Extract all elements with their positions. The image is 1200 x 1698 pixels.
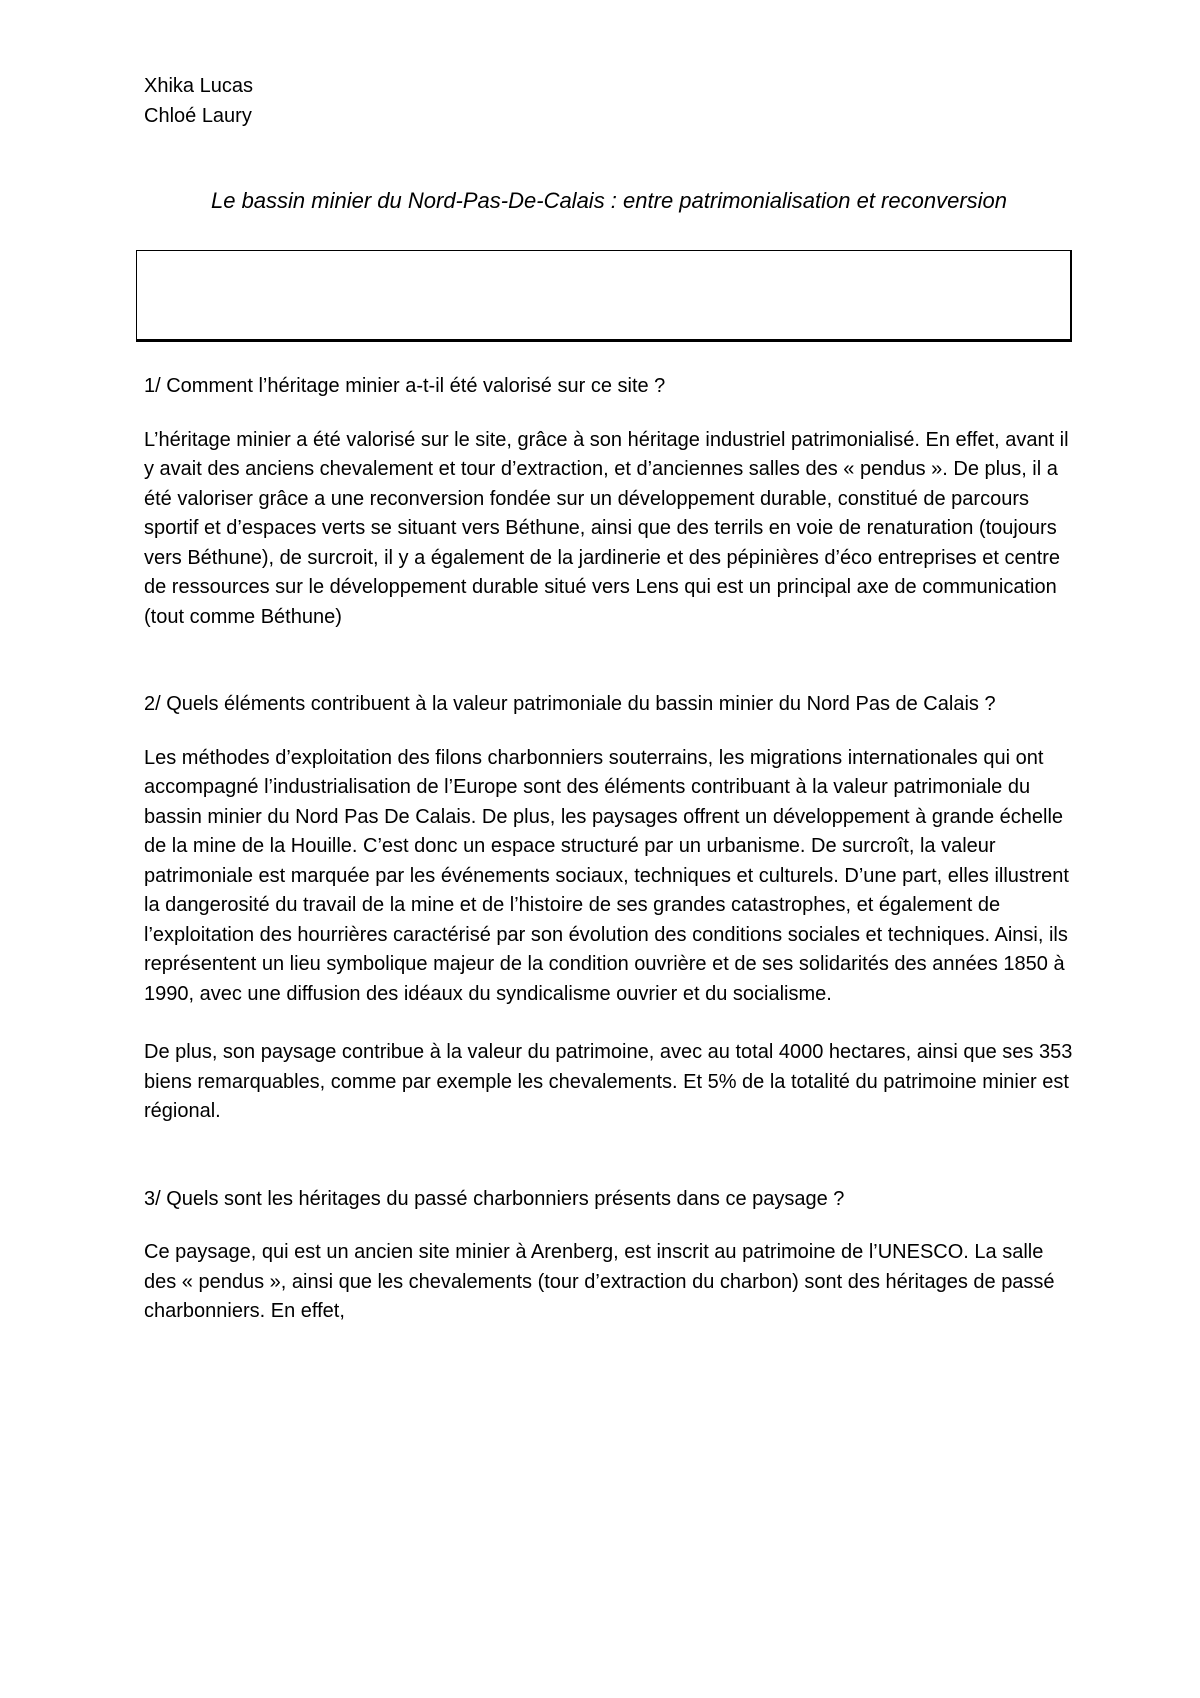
question-heading: 3/ Quels sont les héritages du passé charbonniers présents dans ce paysage ? bbox=[144, 1187, 845, 1210]
question-heading: 1/ Comment l’héritage minier a-t-il été valorisé sur ce site ? bbox=[144, 375, 666, 397]
answer-paragraph: Ce paysage, qui est un ancien site minier à Arenberg, est inscrit au patrimoine de l’UNESCO. La salle des « pendus », ainsi que les chevalements (tour d’extraction du charbon) sont des héritages de passé charbonniers. En effet, bbox=[144, 1241, 1055, 1322]
document-body bbox=[144, 72, 1074, 1327]
empty-text-box bbox=[136, 250, 1072, 342]
document-title: Le bassin minier du Nord-Pas-De-Calais : entre patrimonialisation et reconversion bbox=[210, 188, 1008, 213]
author-block bbox=[144, 72, 1074, 131]
answer-paragraph: Les méthodes d’exploitation des filons charbonniers souterrains, les migrations internationales qui ont accompagné l’industrialisation de l’Europe sont des éléments contribuant à la valeur patrimoniale du bassin minier du Nord Pas De Calais. De plus, les paysages offrent un développement à grande échelle de la mine de la Houille. C’est donc un espace structuré par un urbanisme. De surcroît, la valeur patrimoniale est marquée par les événements sociaux, techniques et culturels. D’une part, elles illustrent la dangerosité du travail de la mine et de l’histoire de ses grandes catastrophes, et également de l’exploitation des hourrières caractérisé par son évolution des conditions sociales et techniques. Ainsi, ils représentent un lieu symbolique majeur de la condition ouvrière et de ses solidarités des années 1850 à 1990, avec une diffusion des idéaux du syndicalisme ouvrier et du socialisme. bbox=[144, 746, 1069, 1005]
question-heading: 2/ Quels éléments contribuent à la valeur patrimoniale du bassin minier du Nord Pas de Calais ? bbox=[144, 693, 996, 715]
answer-paragraph: L’héritage minier a été valorisé sur le site, grâce à son héritage industriel patrimonialisé. En effet, avant il y avait des anciens chevalement et tour d’extraction, et d’anciennes salles des « pendus ». De plus, il a été valoriser grâce a une reconversion fondée sur un développement durable, constitué de parcours sportif et d’espaces verts se situant vers Béthune, ainsi que des terrils en voie de renaturation (toujours vers Béthune), de surcroit, il y a également de la jardinerie et des pépinières d’éco entreprises et centre de ressources sur le développement durable situé vers Lens qui est un principal axe de communication (tout comme Béthune) bbox=[144, 428, 1069, 628]
answer-paragraph: De plus, son paysage contribue à la valeur du patrimoine, avec au total 4000 hectares, ainsi que ses 353 biens remarquables, comme par exemple les chevalements. Et 5% de la totalité du patrimoine minier est régional. bbox=[144, 1041, 1073, 1122]
author-name: Chloé Laury bbox=[144, 104, 252, 127]
author-name: Xhika Lucas bbox=[144, 75, 253, 97]
